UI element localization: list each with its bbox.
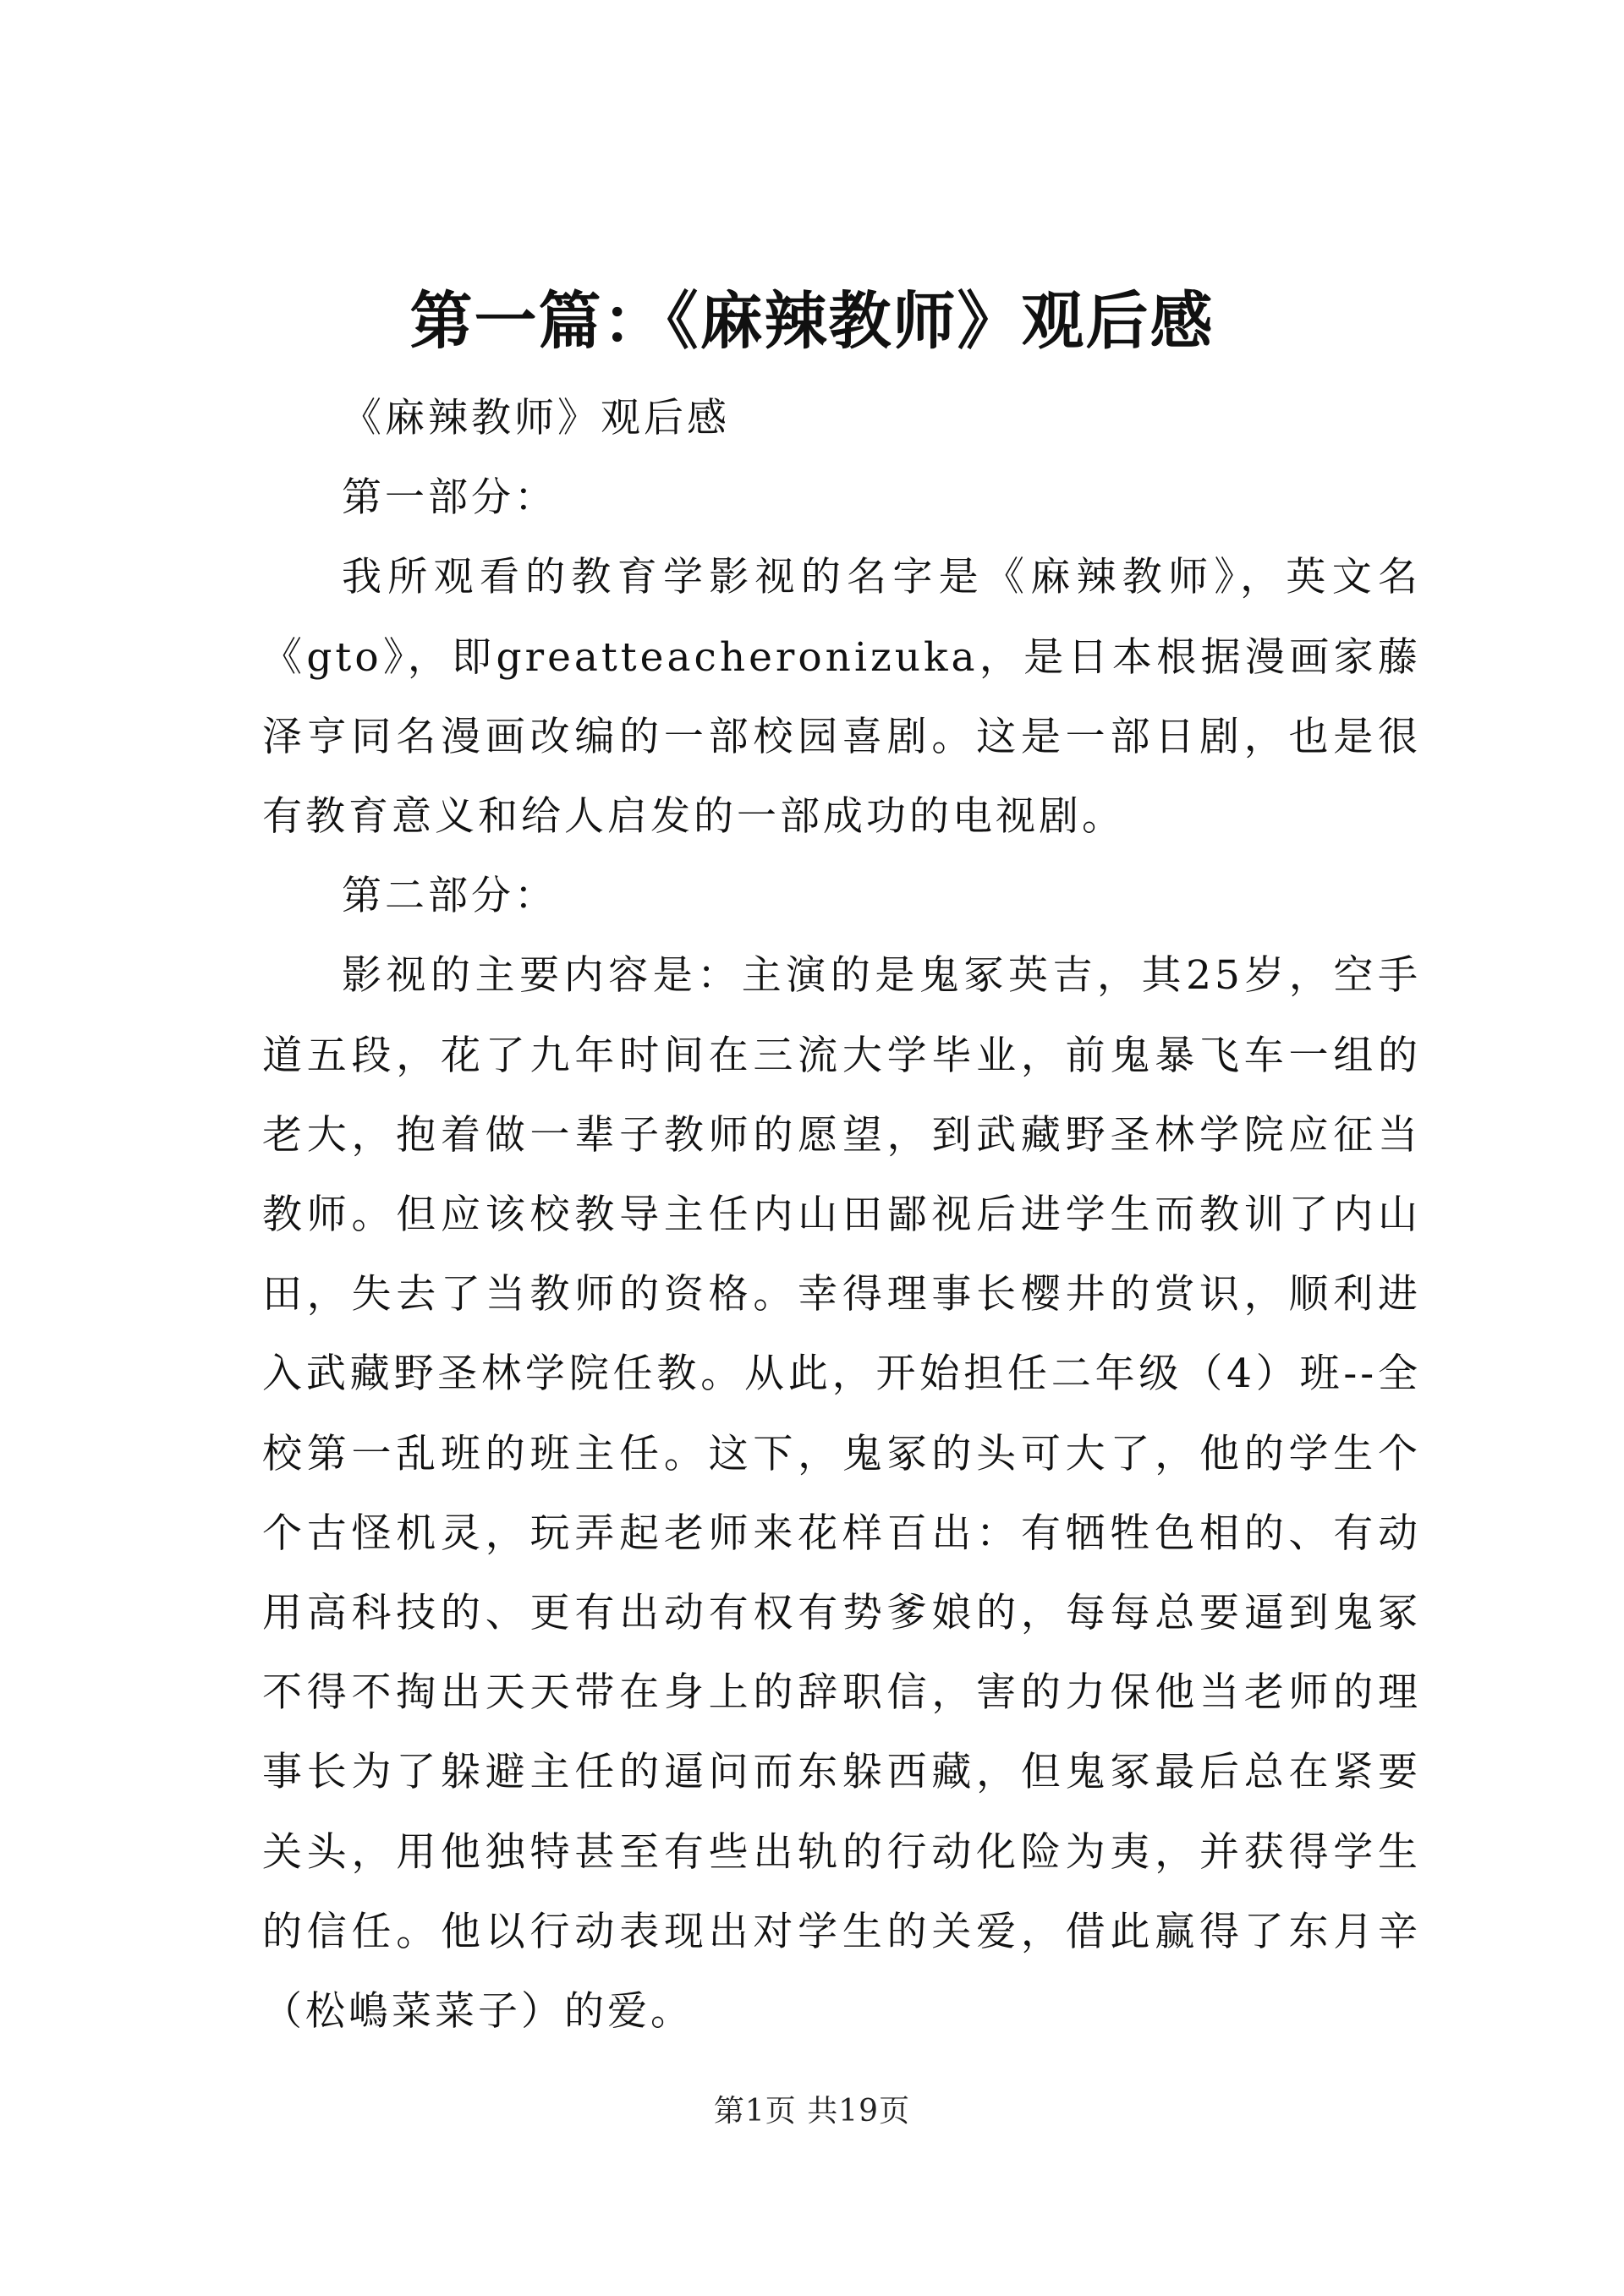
document-body	[262, 379, 1421, 2052]
subtitle-paragraph: 《麻辣教师》观后感	[342, 395, 730, 441]
body-paragraph: 影视的主要内容是：主演的是鬼冢英吉，其25岁，空手道五段，花了九年时间在三流大学毕业，前鬼暴飞车一组的老大，抱着做一辈子教师的愿望，到武藏野圣林学院应征当教师。但应该校教导主任内山田鄙视后进学生而教训了内山田，失去了当教师的资格。幸得理事长樱井的赏识，顺利进入武藏野圣林学院任教。从此，开始担任二年级（4）班--全校第一乱班的班主任。这下，鬼冢的头可大了，他的学生个个古怪机灵，玩弄起老师来花样百出：有牺牲色相的、有动用高科技的、更有出动有权有势爹娘的，每每总要逼到鬼冢不得不掏出天天带在身上的辞职信，害的力保他当老师的理事长为了躲避主任的逼问而东躲西藏，但鬼冢最后总在紧要关头，用他独特甚至有些出轨的行动化险为夷，并获得学生的信任。他以行动表现出对学生的关爱，借此赢得了东月辛（松嶋菜菜子）的爱。	[262, 952, 1421, 2036]
section-heading-part-one: 第一部分：	[342, 474, 557, 522]
section-heading-part-two: 第二部分：	[342, 873, 557, 920]
body-paragraph: 我所观看的教育学影视的名字是《麻辣教师》，英文名《gto》，即greatteacheronizuka，是日本根据漫画家藤泽亨同名漫画改编的一部校园喜剧。这是一部日剧，也是很有教育意义和给人启发的一部成功的电视剧。	[262, 554, 1421, 841]
document-title: 第一篇：《麻辣教师》观后感	[409, 285, 1215, 358]
page-footer: 第1页 共19页	[713, 2094, 911, 2129]
